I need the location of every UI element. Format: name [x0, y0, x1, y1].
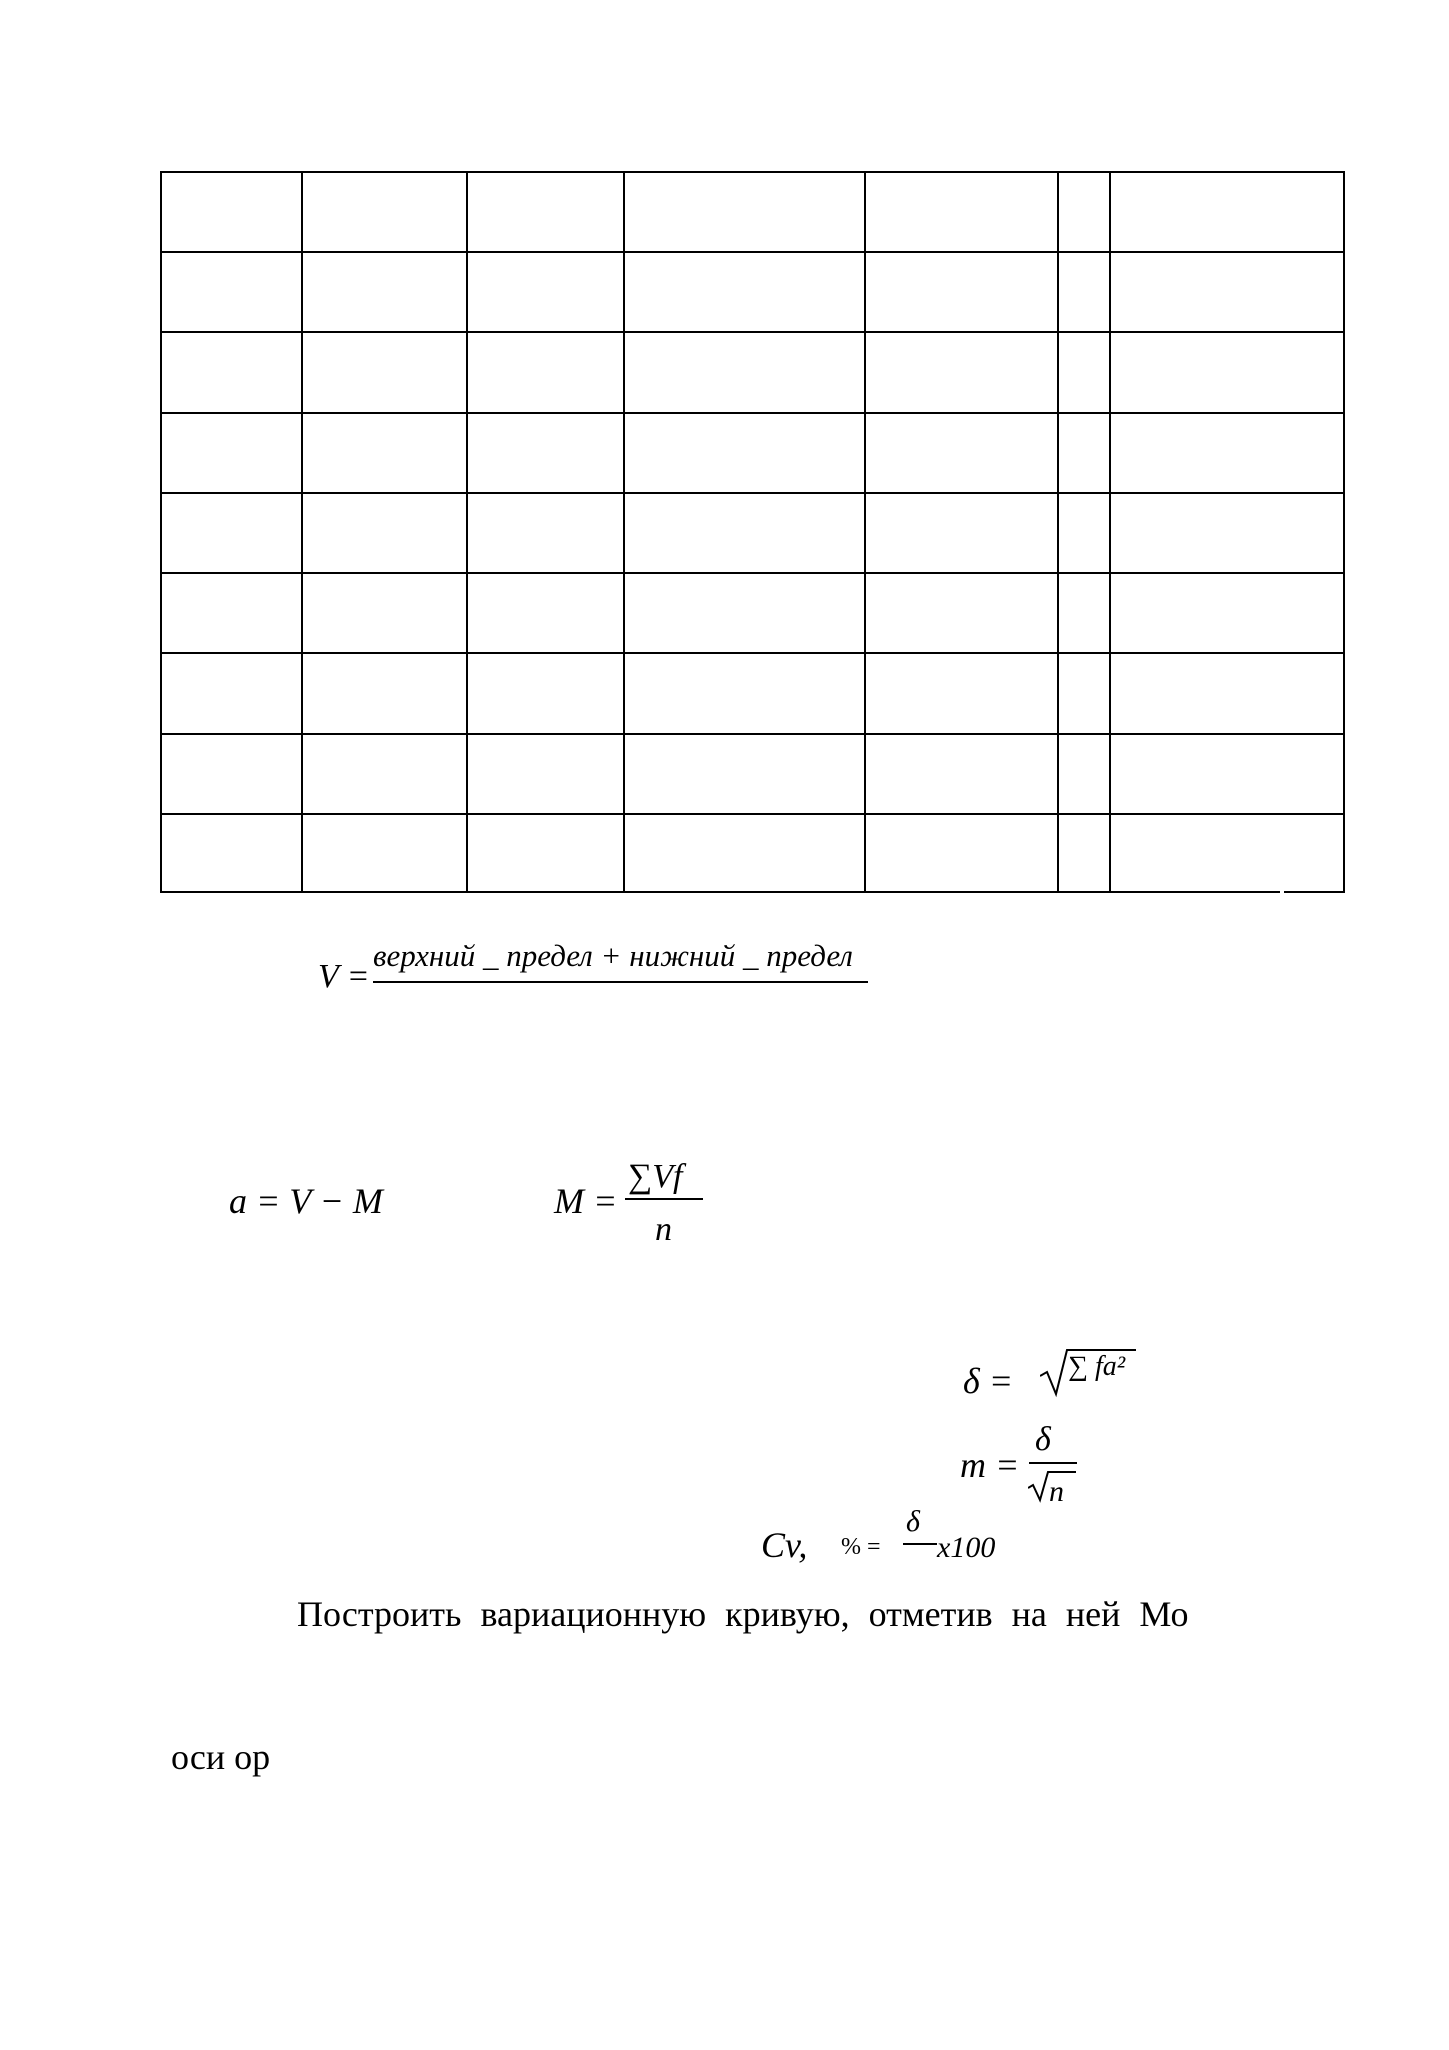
formula-m-fraction-line: [625, 1198, 703, 1200]
table-cell: [1110, 653, 1344, 733]
table-cell: [1110, 172, 1344, 252]
formula-v-numerator: верхний _ предел + нижний _ предел: [373, 938, 853, 973]
table-cell: [161, 493, 302, 573]
table-row: [161, 493, 1344, 573]
table-cell: [161, 172, 302, 252]
table-cell: [302, 734, 467, 814]
table-cell: [1058, 734, 1110, 814]
formula-cv-fraction-line: [903, 1543, 937, 1545]
formula-cv-multiplier: x100: [937, 1531, 996, 1564]
table-cell: [467, 573, 624, 653]
table-cell: [624, 172, 865, 252]
table-bottom-edge-right: [1284, 891, 1343, 893]
table-cell: [302, 814, 467, 893]
table-cell: [865, 653, 1058, 733]
table-cell: [161, 332, 302, 412]
data-table-body: [161, 172, 1344, 893]
formula-sigma-lhs: δ =: [963, 1361, 1014, 1401]
table-cell: [1110, 332, 1344, 412]
table-cell: [1110, 573, 1344, 653]
table-cell: [624, 814, 865, 893]
formula-v-fraction-line: [373, 981, 868, 983]
formula-sigma-radicand: ∑ fa²: [1068, 1351, 1126, 1382]
table-cell: [161, 252, 302, 332]
formula-small-m-lhs: m =: [960, 1445, 1020, 1485]
table-cell: [302, 172, 467, 252]
table-cell: [1058, 172, 1110, 252]
table-cell: [467, 413, 624, 493]
table-cell: [1058, 493, 1110, 573]
formula-cv-numerator: δ: [906, 1505, 920, 1538]
table-cell: [467, 653, 624, 733]
table-cell: [624, 493, 865, 573]
formula-small-m-numerator: δ: [1035, 1421, 1051, 1458]
table-row: [161, 252, 1344, 332]
table-row: [161, 413, 1344, 493]
table-cell: [624, 573, 865, 653]
instruction-paragraph: Построить вариационную кривую, отметив на ней Мо: [297, 1594, 1189, 1634]
table-cell: [1058, 573, 1110, 653]
table-row: [161, 734, 1344, 814]
table-cell: [467, 493, 624, 573]
table-cell: [865, 252, 1058, 332]
table-cell: [302, 653, 467, 733]
table-cell: [865, 172, 1058, 252]
table-cell: [865, 573, 1058, 653]
instruction-paragraph-continued: оси ор: [171, 1737, 271, 1777]
table-cell: [865, 493, 1058, 573]
formula-m-denominator: n: [655, 1211, 672, 1248]
table-cell: [1110, 413, 1344, 493]
table-row: [161, 332, 1344, 412]
table-row: [161, 653, 1344, 733]
table-row: [161, 814, 1344, 893]
table-cell: [302, 413, 467, 493]
table-cell: [624, 734, 865, 814]
table-cell: [865, 413, 1058, 493]
formula-v-lhs: V =: [318, 958, 370, 995]
table-cell: [302, 252, 467, 332]
formula-m-lhs: M =: [554, 1181, 618, 1221]
table-row: [161, 573, 1344, 653]
table-cell: [302, 573, 467, 653]
table-cell: [1110, 814, 1344, 893]
table-cell: [1110, 493, 1344, 573]
table-cell: [161, 653, 302, 733]
formula-cv-percent: % =: [841, 1534, 881, 1560]
formula-a: a = V − M: [229, 1181, 383, 1221]
formula-cv-lhs: Cv,: [761, 1525, 808, 1565]
table-cell: [467, 332, 624, 412]
table-cell: [302, 493, 467, 573]
formula-m-numerator: ∑Vf: [628, 1158, 683, 1195]
table-cell: [161, 573, 302, 653]
table-cell: [1058, 332, 1110, 412]
table-cell: [161, 734, 302, 814]
table-cell: [1058, 252, 1110, 332]
table-cell: [624, 413, 865, 493]
table-cell: [624, 653, 865, 733]
table-cell: [1110, 734, 1344, 814]
table-cell: [467, 172, 624, 252]
table-cell: [161, 814, 302, 893]
data-table: [160, 171, 1345, 893]
table-cell: [1058, 814, 1110, 893]
table-cell: [161, 413, 302, 493]
formula-small-m-denominator: n: [1049, 1475, 1064, 1508]
table-cell: [302, 332, 467, 412]
table-cell: [467, 814, 624, 893]
table-cell: [624, 252, 865, 332]
table-cell: [1058, 653, 1110, 733]
table-cell: [467, 734, 624, 814]
formula-small-m-fraction-line: [1029, 1462, 1077, 1464]
table-row: [161, 172, 1344, 252]
table-cell: [865, 332, 1058, 412]
table-cell: [865, 734, 1058, 814]
table-cell: [1058, 413, 1110, 493]
table-cell: [467, 252, 624, 332]
table-cell: [865, 814, 1058, 893]
table-cell: [624, 332, 865, 412]
table-cell: [1110, 252, 1344, 332]
table-bottom-edge-left: [160, 891, 1280, 893]
